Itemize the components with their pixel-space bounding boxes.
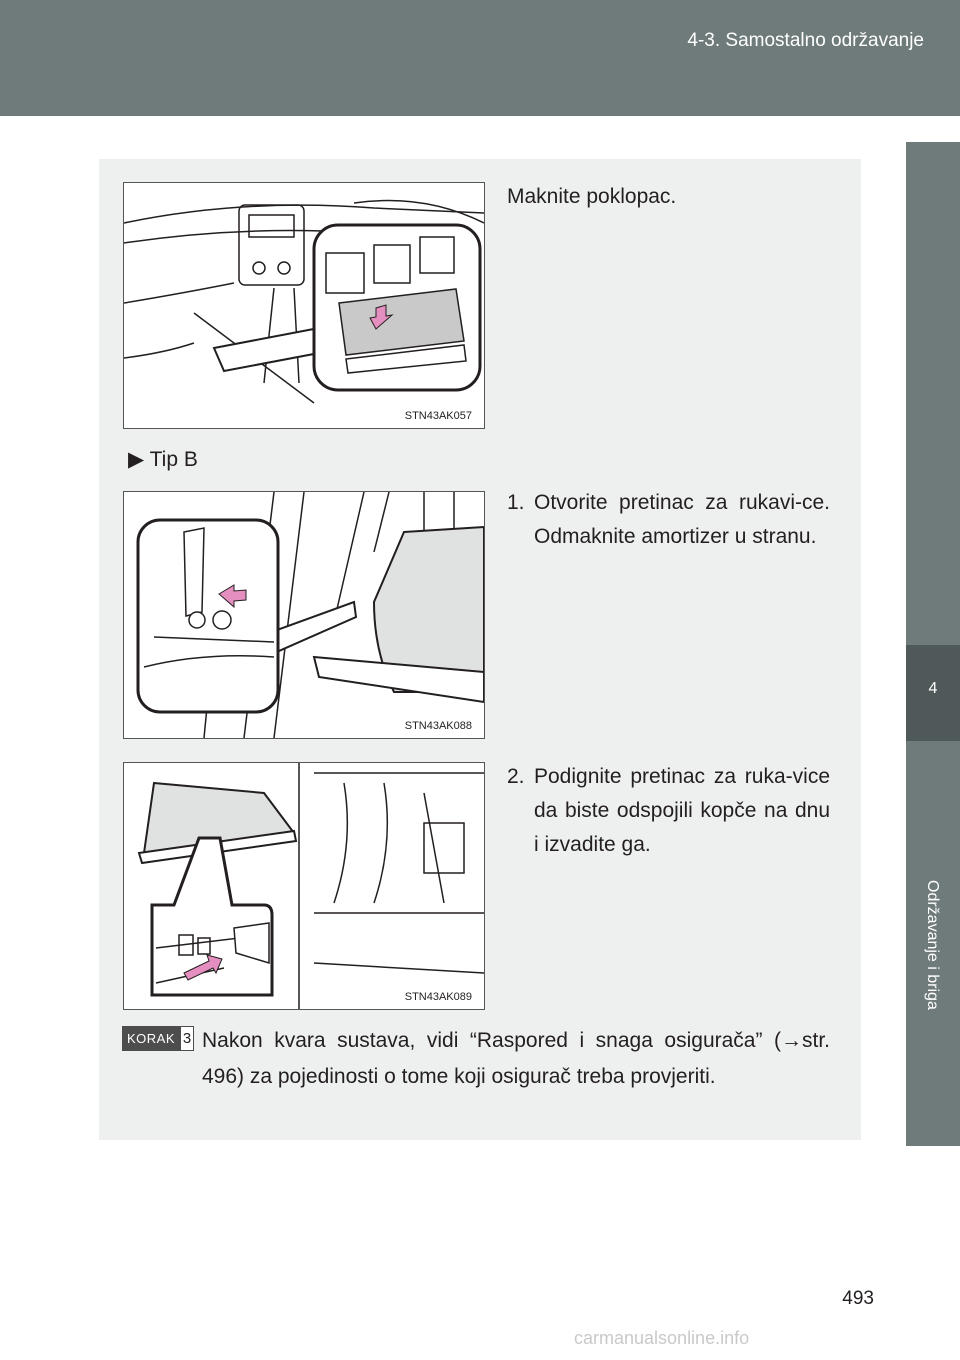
step-remove-cover: Maknite poklopac. <box>507 185 677 208</box>
glovebox-removal-illustration <box>124 763 484 1009</box>
tip-b-heading <box>128 447 198 472</box>
korak-step-badge <box>122 1026 194 1051</box>
page-header <box>0 0 960 116</box>
dashboard-fusebox-illustration <box>124 183 484 428</box>
triangle-bullet-icon: ▶ <box>128 448 145 471</box>
figure-glovebox-removal <box>123 762 485 1010</box>
korak-3-text: Nakon kvara sustava, vidi “Raspored i snaga osigurača” (→str. 496) za pojedinosti o tome koji osigurač treba provjeriti. <box>202 1029 830 1088</box>
glovebox-damper-illustration <box>124 492 484 738</box>
footer-watermark: carmanualsonline.info <box>574 1328 750 1348</box>
chapter-number: 4 <box>928 680 938 697</box>
section-title: 4-3. Samostalno održavanje <box>687 30 924 51</box>
figure-code: STN43AK057 <box>404 410 472 422</box>
figure-code: STN43AK089 <box>404 991 472 1003</box>
korak-number: 3 <box>180 1026 194 1051</box>
korak-label: KORAK <box>127 1031 176 1046</box>
chapter-label: Održavanje i briga <box>924 880 941 1010</box>
tip-label: Tip B <box>149 448 198 471</box>
step-2-number: 2. <box>507 765 525 788</box>
step-1-text: Otvorite pretinac za rukavi-ce. Odmaknite amortizer u stranu. <box>534 491 830 548</box>
step-1-number: 1. <box>507 491 525 514</box>
figure-glovebox-damper <box>123 491 485 739</box>
page-number: 493 <box>842 1288 874 1309</box>
figure-code: STN43AK088 <box>404 720 472 732</box>
figure-remove-cover <box>123 182 485 429</box>
step-2-text: Podignite pretinac za ruka-vice da biste odspojili kopče na dnu i izvadite ga. <box>534 765 830 856</box>
